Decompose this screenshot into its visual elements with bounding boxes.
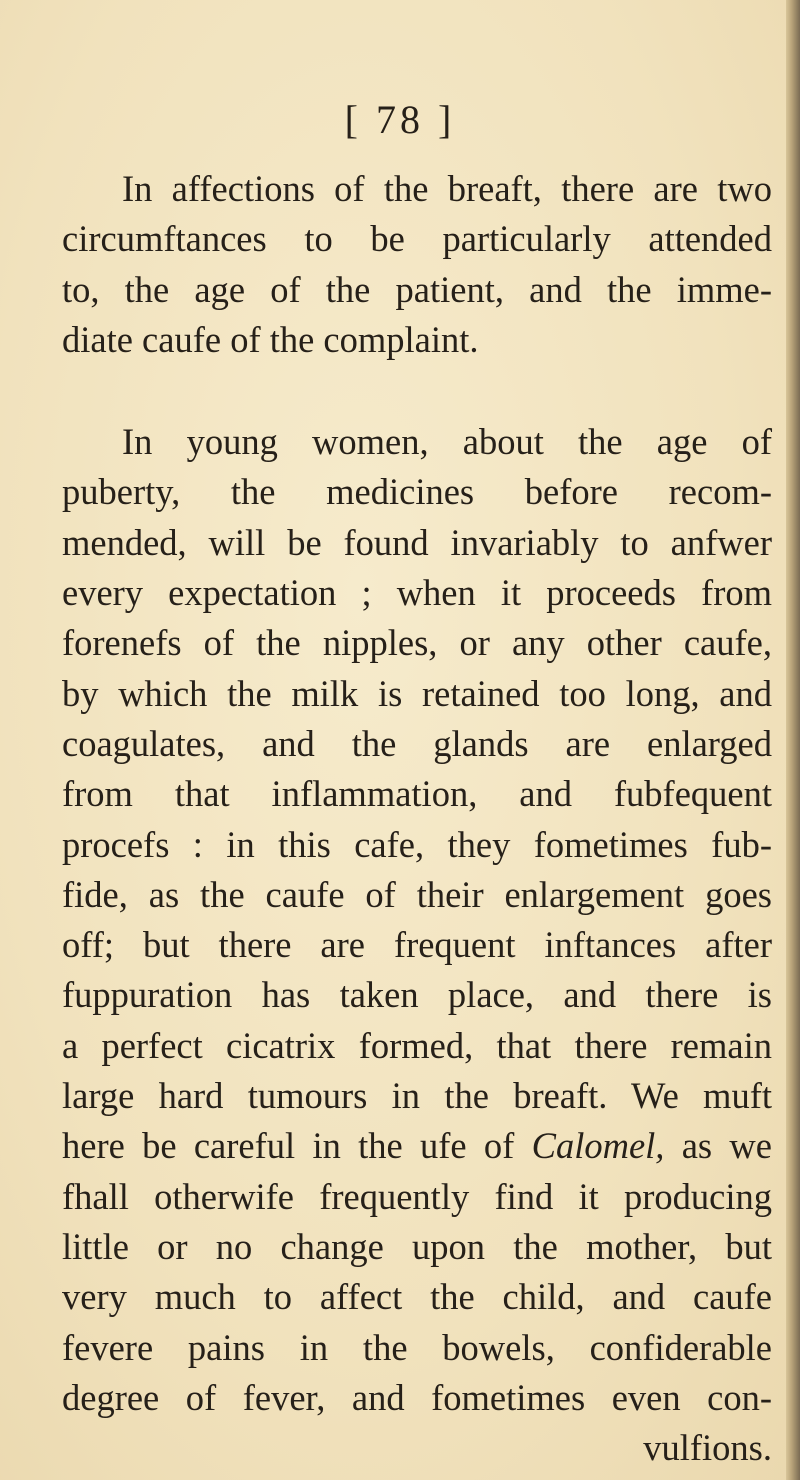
paragraph-gap: [62, 365, 772, 417]
text-line: vulfions.: [643, 1427, 772, 1469]
page-number-header: [ 78 ]: [344, 97, 456, 142]
text-line: mended, will be found invariably to anfwer: [62, 521, 772, 563]
text-line: every expectation ; when it proceeds from: [62, 572, 772, 614]
text-line: In young women, about the age of: [122, 421, 772, 463]
paragraph-2: [62, 417, 772, 1473]
page-edge: [786, 0, 800, 1480]
text-line: very much to affect the child, and caufe: [62, 1276, 772, 1318]
text-line: large hard tumours in the breaft. We muft: [62, 1075, 772, 1117]
text-line: procefs : in this cafe, they fometimes fub-: [62, 823, 772, 865]
text-line: from that inflammation, and fubfequent: [62, 773, 772, 815]
text-line: a perfect cicatrix formed, that there remain: [62, 1024, 772, 1066]
text-line: to, the age of the patient, and the imme-: [62, 268, 772, 310]
paragraph-1: [62, 164, 772, 365]
text-line: fuppuration has taken place, and there is: [62, 974, 772, 1016]
text-line: coagulates, and the glands are enlarged: [62, 722, 772, 764]
text-line: circumftances to be particularly attended: [62, 218, 772, 260]
italic-term: Calomel,: [531, 1125, 665, 1167]
text-line: fhall otherwife frequently find it producing: [62, 1175, 772, 1217]
text-run: here be careful in the ufe of: [62, 1125, 532, 1167]
text-line: little or no change upon the mother, but: [62, 1225, 772, 1267]
text-run: as we: [664, 1125, 772, 1167]
text-line: diate caufe of the complaint.: [62, 318, 479, 360]
text-line: forenefs of the nipples, or any other caufe,: [62, 622, 772, 664]
body-text: [62, 164, 772, 1473]
text-line: fide, as the caufe of their enlargement goes: [62, 873, 772, 915]
text-line: off; but there are frequent inftances after: [62, 924, 772, 966]
text-line-with-italic: [62, 1121, 772, 1171]
text-line: In affections of the breaft, there are two: [122, 168, 772, 209]
text-line: degree of fever, and fometimes even con-: [62, 1376, 772, 1418]
text-line: by which the milk is retained too long, and: [62, 672, 772, 714]
text-line: puberty, the medicines before recom-: [62, 471, 772, 513]
text-line: fevere pains in the bowels, confiderable: [62, 1326, 772, 1368]
